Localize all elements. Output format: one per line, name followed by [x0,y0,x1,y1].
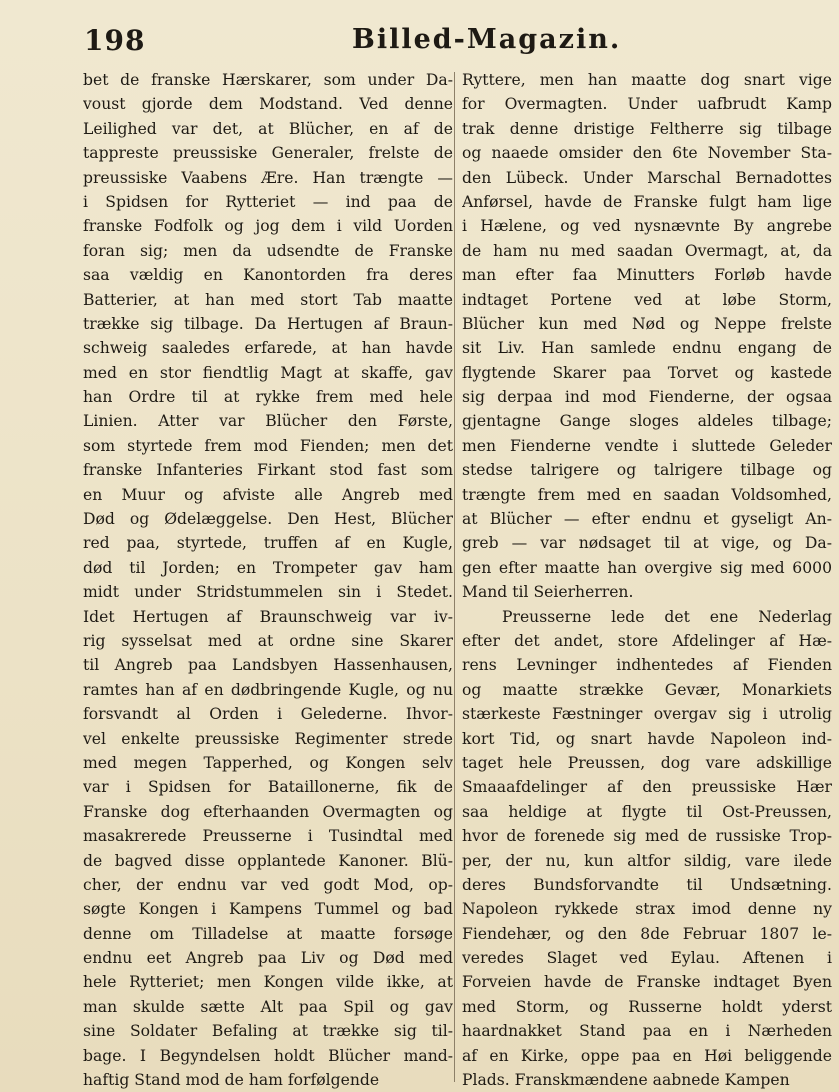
text-line: stærkeste Fæstninger overgav sig i utrolig [462,705,832,724]
text-line: voust gjorde dem Modstand. Ved denne [83,95,453,114]
text-line: foran sig; men da udsendte de Franske [83,241,453,260]
text-line: en Muur og afviste alle Angreb med [83,485,453,504]
text-line: af en Kirke, oppe paa en Høi beliggende [462,1046,832,1065]
text-line: de ham nu med saadan Overmagt, at, da [462,241,832,260]
text-line: med en stor fiendtlig Magt at skaffe, gav [83,363,453,382]
text-line: den Lübeck. Under Marschal Bernadottes [462,168,832,187]
text-line: tappreste preussiske Generaler, frelste de [83,144,453,163]
text-line: denne om Tilladelse at maatte forsøge [83,924,453,943]
text-line: man skulde sætte Alt paa Spil og gav [83,997,453,1016]
text-line: indtaget Portene ved at løbe Storm, [462,290,832,309]
text-line: deres Bundsforvandte til Undsætning. [462,875,832,894]
text-line: franske Infanteries Firkant stod fast som [83,461,453,480]
text-line: greb — var nødsaget til at vige, og Da- [462,534,832,553]
text-line: hele Rytteriet; men Kongen vilde ikke, at [83,973,453,992]
text-line: kort Tid, og snart havde Napoleon ind- [462,729,832,748]
text-line: Preusserne lede det ene Nederlag [502,607,832,626]
text-line: gjentagne Gange sloges aldeles tilbage; [462,412,832,431]
text-line: Idet Hertugen af Braunschweig var iv- [83,607,453,626]
text-line: ramtes han af en dødbringende Kugle, og nu [83,680,453,699]
text-line: og maatte strække Gevær, Monarkiets [462,680,832,699]
text-line: i Spidsen for Rytteriet — ind paa de [83,192,453,211]
text-line: og naaede omsider den 6te November Sta- [462,144,832,163]
text-line: flygtende Skarer paa Torvet og kastede [462,363,832,382]
text-line: til Angreb paa Landsbyen Hassenhausen, [83,656,453,675]
text-line: Død og Ødelæggelse. Den Hest, Blücher [83,510,453,529]
text-line: haftig Stand mod de ham forfølgende [83,1071,380,1090]
text-line: Batterier, at han med stort Tab maatte [83,290,453,309]
text-line: sig derpaa ind mod Fienderne, der ogsaa [462,388,832,407]
text-line: søgte Kongen i Kampens Tummel og bad [83,900,453,919]
text-line: gen efter maatte han overgive sig med 6000 [462,558,832,577]
text-line: Franske dog efterhaanden Overmagten og [83,802,453,821]
text-line: sit Liv. Han samlede endnu engang de [462,339,832,358]
text-line: franske Fodfolk og jog dem i vild Uorden [83,217,453,236]
text-line: vel enkelte preussiske Regimenter strede [83,729,453,748]
text-line: Fiendehær, og den 8de Februar 1807 le- [462,924,832,943]
running-title: Billed-Magazin. [352,24,622,55]
text-line: saa heldige at flygte til Ost-Preussen, [462,802,832,821]
left-text-column [83,68,453,1092]
text-line: endnu eet Angreb paa Liv og Død med [83,949,453,968]
text-line: masakrerede Preusserne i Tusindtal med [83,827,453,846]
text-line: stedse talrigere og talrigere tilbage og [462,461,832,480]
text-line: Plads. Franskmændene aabnede Kampen [462,1071,790,1090]
column-divider [454,72,455,1082]
text-line: sine Soldater Befaling at trække sig til- [83,1022,453,1041]
text-line: cher, der endnu var ved godt Mod, op- [83,875,453,894]
text-line: veredes Slaget ved Eylau. Aftenen i [462,949,832,968]
text-line: per, der nu, kun altfor sildig, vare ilede [462,851,832,870]
text-line: han Ordre til at rykke frem med hele [83,388,453,407]
text-line: Mand til Seierherren. [462,583,634,602]
text-line: men Fienderne vendte i sluttede Geleder [462,436,832,455]
page-header [84,16,828,68]
text-line: hvor de forenede sig med de russiske Trop- [462,827,832,846]
text-line: med megen Tapperhed, og Kongen selv [83,753,453,772]
text-line: Blücher kun med Nød og Neppe frelste [462,314,832,333]
text-line: rens Levninger indhentedes af Fienden [462,656,832,675]
text-line: som styrtede frem mod Fienden; men det [83,436,453,455]
text-line: Linien. Atter var Blücher den Første, [83,412,453,431]
page-number: 198 [84,24,146,57]
text-line: bage. I Begyndelsen holdt Blücher mand- [83,1046,453,1065]
text-line: Leilighed var det, at Blücher, en af de [83,119,453,138]
text-line: midt under Stridstummelen sin i Stedet. [83,583,453,602]
text-line: efter det andet, store Afdelinger af Hæ- [462,631,832,650]
text-line: for Overmagten. Under uafbrudt Kamp [462,95,832,114]
text-line: saa vældig en Kanontorden fra deres [83,266,453,285]
text-line: Anførsel, havde de Franske fulgt ham lige [462,192,832,211]
text-line: død til Jorden; en Trompeter gav ham [83,558,453,577]
text-line: trak denne dristige Feltherre sig tilbage [462,119,832,138]
text-line: forsvandt al Orden i Gelederne. Ihvor- [83,705,453,724]
text-line: var i Spidsen for Bataillonerne, fik de [83,778,453,797]
text-line: preussiske Vaabens Ære. Han trængte — [83,168,453,187]
text-line: red paa, styrtede, truffen af en Kugle, [83,534,453,553]
text-line: med Storm, og Russerne holdt yderst [462,997,832,1016]
text-line: Napoleon rykkede strax imod denne ny [462,900,832,919]
text-line: Ryttere, men han maatte dog snart vige [462,71,832,89]
text-line: de bagved disse opplantede Kanoner. Blü- [83,851,453,870]
text-line: i Hælene, og ved nysnævnte By angrebe [462,217,832,236]
text-line: haardnakket Stand paa en i Nærheden [462,1022,832,1041]
text-line: trængte frem med en saadan Voldsomhed, [462,485,832,504]
text-line: Smaaafdelinger af den preussiske Hær [462,778,832,797]
text-line: trække sig tilbage. Da Hertugen af Braun- [83,314,453,333]
text-line: rig sysselsat med at ordne sine Skarer [83,631,453,650]
text-line: schweig saaledes erfarede, at han havde [83,339,453,358]
text-line: man efter faa Minutters Forløb havde [462,266,832,285]
text-line: taget hele Preussen, dog vare adskillige [462,753,832,772]
text-line: at Blücher — efter endnu et gyseligt An- [462,510,832,529]
text-line: Forveien havde de Franske indtaget Byen [462,973,832,992]
right-text-column [462,68,832,1092]
text-line: bet de franske Hærskarer, som under Da- [83,71,453,89]
